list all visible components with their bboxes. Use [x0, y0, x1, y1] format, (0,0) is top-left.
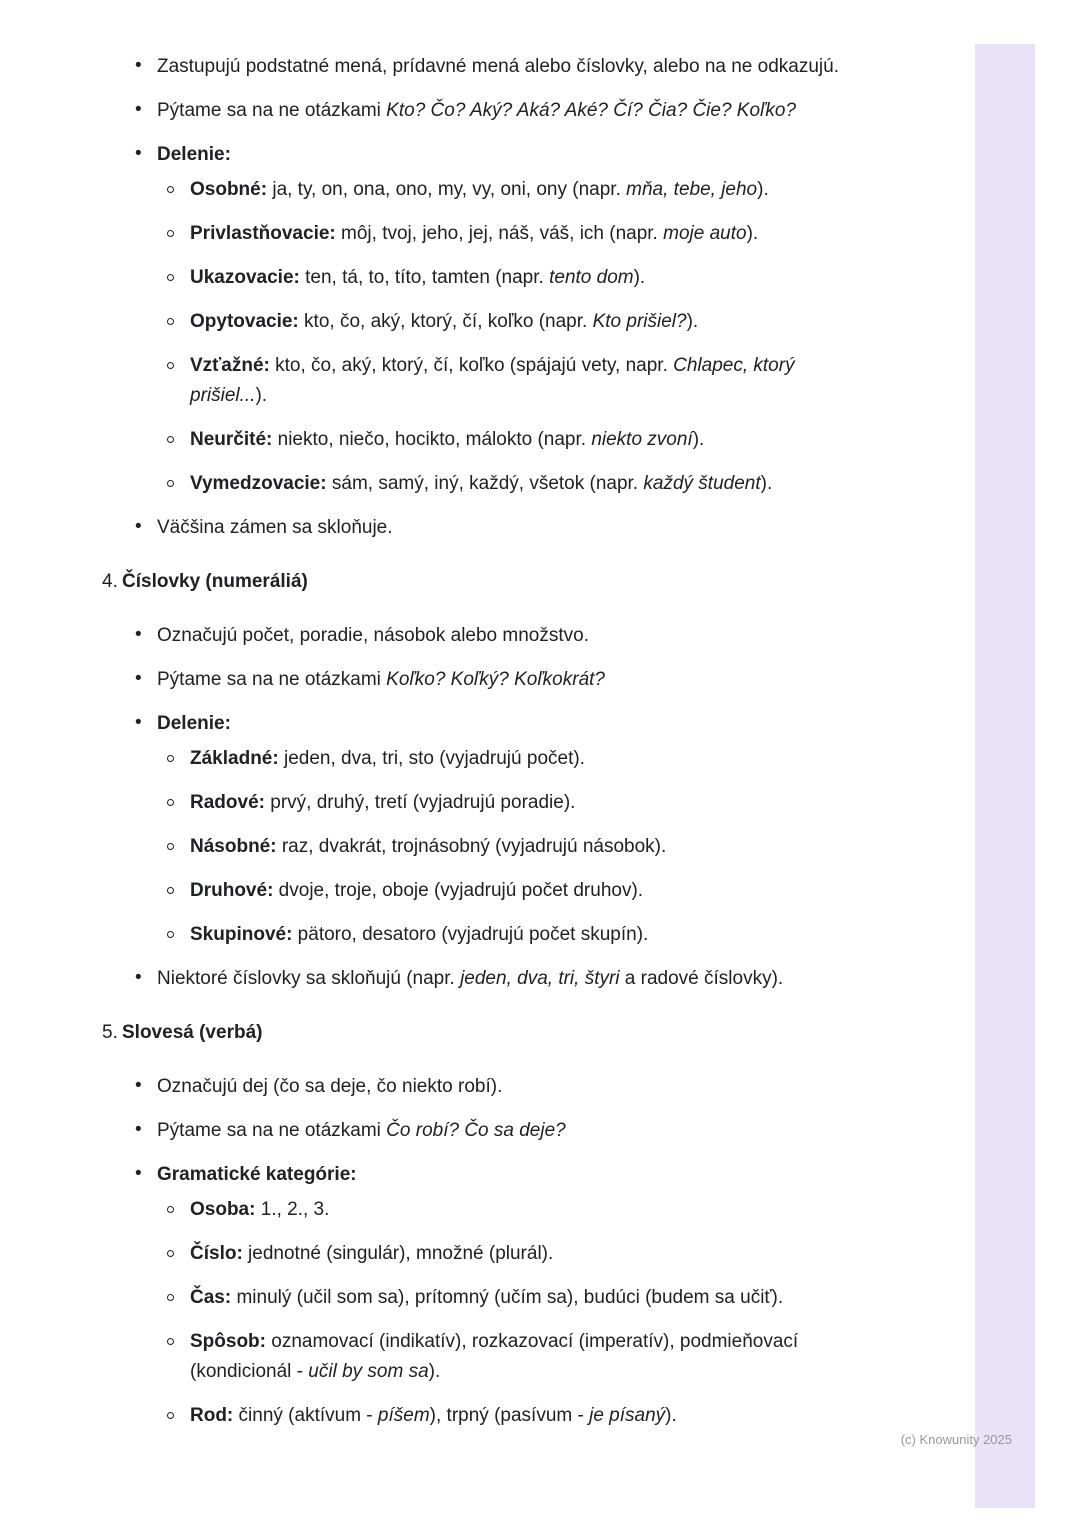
bullet-icon: •: [135, 624, 142, 645]
text-content: [190, 880, 643, 901]
text-segment: Neurčité:: [190, 429, 273, 450]
circle-bullet-icon: [167, 186, 174, 193]
text-content: [157, 1164, 357, 1185]
text-content: [122, 1022, 262, 1043]
text-segment: Koľko? Koľký? Koľkokrát?: [386, 669, 605, 690]
text-content: [190, 748, 585, 769]
text-segment: jeden, dva, tri, sto (vyjadrujú počet).: [278, 748, 585, 769]
text-segment: Skupinové:: [190, 924, 293, 945]
text-segment: kto, čo, aký, ktorý, čí, koľko (napr.: [298, 311, 593, 332]
text-segment: prvý, druhý, tretí (vyjadrujú poradie).: [264, 792, 576, 813]
text-content: [190, 1405, 677, 1426]
bullet-icon: •: [135, 516, 142, 537]
text-content: [190, 355, 795, 406]
list-item-level2: [190, 788, 840, 818]
list-item-level1: [135, 665, 840, 695]
text-segment: Osoba:: [190, 1199, 256, 1220]
list-item-level1: [135, 964, 840, 994]
list-item-level1: [135, 1116, 840, 1146]
text-segment: Pýtame sa na ne otázkami: [157, 100, 387, 121]
text-segment: činný (aktívum -: [233, 1405, 378, 1426]
section-heading: [102, 567, 840, 597]
text-segment: dvoje, troje, oboje (vyjadrujú počet druhov).: [273, 880, 644, 901]
bullet-icon: •: [135, 1119, 142, 1140]
text-segment: Osobné:: [190, 179, 268, 200]
list-item-level2: [190, 1195, 840, 1225]
text-segment: ten, tá, to, títo, tamten (napr.: [299, 267, 550, 288]
text-segment: niekto, niečo, hocikto, málokto (napr.: [272, 429, 592, 450]
text-content: [190, 1287, 783, 1308]
text-content: [157, 100, 796, 121]
text-segment: Druhové:: [190, 880, 274, 901]
text-segment: Základné:: [190, 748, 279, 769]
text-segment: Označujú počet, poradie, násobok alebo množstvo.: [157, 625, 589, 646]
bullet-icon: •: [135, 99, 142, 120]
text-segment: píšem: [377, 1405, 430, 1426]
text-content: [157, 713, 231, 734]
text-segment: tento dom: [549, 267, 634, 288]
text-content: [190, 311, 698, 332]
circle-bullet-icon: [167, 1338, 174, 1345]
bullet-icon: •: [135, 967, 142, 988]
text-segment: Kto? Čo? Aký? Aká? Aké? Čí? Čia? Čie? Koľko?: [386, 100, 797, 121]
text-segment: Čas:: [190, 1287, 232, 1308]
text-segment: a radové číslovky).: [619, 968, 784, 989]
bullet-icon: •: [135, 712, 142, 733]
list-item-level1: [135, 1072, 840, 1102]
circle-bullet-icon: [167, 436, 174, 443]
list-item-level2: [190, 744, 840, 774]
bullet-icon: •: [135, 1163, 142, 1184]
text-segment: Ukazovacie:: [190, 267, 300, 288]
text-segment: Vzťažné:: [190, 355, 270, 376]
text-segment: každý študent: [643, 473, 761, 494]
copyright-text: (c) Knowunity 2025: [900, 1432, 1012, 1447]
text-segment: Násobné:: [190, 836, 277, 857]
text-content: [190, 429, 704, 450]
text-segment: Radové:: [190, 792, 265, 813]
circle-bullet-icon: [167, 318, 174, 325]
circle-bullet-icon: [167, 230, 174, 237]
text-segment: sám, samý, iný, každý, všetok (napr.: [326, 473, 644, 494]
text-content: [190, 1243, 553, 1264]
text-segment: Spôsob:: [190, 1331, 266, 1352]
text-segment: ).: [665, 1405, 677, 1426]
text-segment: Gramatické kategórie:: [157, 1164, 357, 1185]
text-segment: oznamovací (indikatív), rozkazovací (imperatív), podmieňovací (kondicionál -: [190, 1331, 799, 1382]
section-number: 5.: [102, 1022, 118, 1043]
list-item-level1: [135, 96, 840, 126]
text-segment: Čo robí? Čo sa deje?: [386, 1120, 566, 1141]
text-segment: Delenie:: [157, 144, 231, 165]
text-segment: mňa, tebe, jeho: [626, 179, 758, 200]
text-content: [157, 625, 589, 646]
text-content: [190, 924, 648, 945]
text-segment: ).: [633, 267, 646, 288]
text-content: [157, 56, 839, 77]
text-segment: ).: [428, 1361, 441, 1382]
text-segment: Pýtame sa na ne otázkami: [157, 669, 387, 690]
circle-bullet-icon: [167, 1250, 174, 1257]
text-segment: je písaný: [589, 1405, 666, 1426]
circle-bullet-icon: [167, 887, 174, 894]
text-segment: Slovesá (verbá): [122, 1022, 263, 1043]
text-content: [190, 1199, 329, 1220]
list-item-level2: [190, 263, 840, 293]
section-number: 4.: [102, 571, 118, 592]
text-content: [190, 179, 769, 200]
bullet-icon: •: [135, 143, 142, 164]
text-content: [190, 836, 666, 857]
side-stripe: [975, 44, 1035, 1508]
text-segment: Číslo:: [190, 1243, 243, 1264]
list-item-level1: [135, 709, 840, 739]
text-segment: Privlastňovacie:: [190, 223, 336, 244]
list-item-level1: [135, 513, 840, 543]
text-segment: jednotné (singulár), množné (plurál).: [242, 1243, 554, 1264]
text-content: [157, 517, 393, 538]
text-content: [157, 669, 605, 690]
text-content: [157, 144, 231, 165]
list-item-level2: [190, 351, 840, 411]
text-segment: ).: [692, 429, 705, 450]
circle-bullet-icon: [167, 480, 174, 487]
list-item-level2: [190, 175, 840, 205]
list-item-level2: [190, 425, 840, 455]
text-segment: ).: [757, 179, 769, 200]
text-segment: ).: [760, 473, 773, 494]
circle-bullet-icon: [167, 274, 174, 281]
list-item-level2: [190, 219, 840, 249]
document-body: [0, 38, 840, 1431]
text-segment: jeden, dva, tri, štyri: [460, 968, 620, 989]
text-segment: ).: [686, 311, 699, 332]
text-content: [190, 223, 758, 244]
text-segment: Rod:: [190, 1405, 234, 1426]
list-item-level1: [135, 140, 840, 170]
list-item-level1: [135, 1160, 840, 1190]
text-segment: Číslovky (numeráliá): [122, 571, 308, 592]
text-segment: Chlapec, ktorý prišiel...: [190, 355, 795, 406]
section-heading: [102, 1018, 840, 1048]
list-item-level2: [190, 1283, 840, 1313]
bullet-icon: •: [135, 668, 142, 689]
circle-bullet-icon: [167, 1206, 174, 1213]
circle-bullet-icon: [167, 1294, 174, 1301]
text-segment: 1., 2., 3.: [255, 1199, 330, 1220]
text-segment: Zastupujú podstatné mená, prídavné mená alebo číslovky, alebo na ne odkazujú.: [157, 56, 839, 77]
list-item-level2: [190, 832, 840, 862]
text-segment: moje auto: [663, 223, 747, 244]
text-segment: Označujú dej (čo sa deje, čo niekto robí).: [157, 1076, 503, 1097]
bullet-icon: •: [135, 1075, 142, 1096]
text-segment: pätoro, desatoro (vyjadrujú počet skupín).: [292, 924, 649, 945]
text-content: [157, 1076, 502, 1097]
text-content: [157, 1120, 566, 1141]
list-item-level2: [190, 1401, 840, 1431]
text-segment: Pýtame sa na ne otázkami: [157, 1120, 387, 1141]
text-segment: minulý (učil som sa), prítomný (učím sa), budúci (budem sa učiť).: [231, 1287, 784, 1308]
list-item-level2: [190, 876, 840, 906]
text-segment: môj, tvoj, jeho, jej, náš, váš, ich (napr.: [335, 223, 664, 244]
list-item-level1: [135, 621, 840, 651]
list-item-level2: [190, 469, 840, 499]
text-content: [190, 473, 772, 494]
text-content: [190, 1331, 798, 1382]
list-item-level2: [190, 1327, 840, 1387]
circle-bullet-icon: [167, 931, 174, 938]
text-content: [122, 571, 308, 592]
text-content: [190, 792, 575, 813]
circle-bullet-icon: [167, 755, 174, 762]
circle-bullet-icon: [167, 843, 174, 850]
text-segment: Delenie:: [157, 713, 231, 734]
text-segment: raz, dvakrát, trojnásobný (vyjadrujú násobok).: [276, 836, 667, 857]
text-content: [190, 267, 645, 288]
text-content: [157, 968, 783, 989]
bullet-icon: •: [135, 55, 142, 76]
list-item-level1: [135, 52, 840, 82]
text-segment: niekto zvoní: [591, 429, 693, 450]
text-segment: učil by som sa: [308, 1361, 429, 1382]
text-segment: Väčšina zámen sa skloňuje.: [157, 517, 393, 538]
list-item-level2: [190, 920, 840, 950]
text-segment: Opytovacie:: [190, 311, 299, 332]
text-segment: ).: [255, 385, 268, 406]
circle-bullet-icon: [167, 362, 174, 369]
text-segment: ).: [746, 223, 759, 244]
text-segment: ja, ty, on, ona, ono, my, vy, oni, ony (napr.: [267, 179, 627, 200]
text-segment: ), trpný (pasívum -: [429, 1405, 590, 1426]
circle-bullet-icon: [167, 799, 174, 806]
text-segment: Kto prišiel?: [592, 311, 687, 332]
list-item-level2: [190, 307, 840, 337]
text-segment: Vymedzovacie:: [190, 473, 327, 494]
text-segment: kto, čo, aký, ktorý, čí, koľko (spájajú vety, napr.: [269, 355, 674, 376]
circle-bullet-icon: [167, 1412, 174, 1419]
text-segment: Niektoré číslovky sa skloňujú (napr.: [157, 968, 461, 989]
list-item-level2: [190, 1239, 840, 1269]
